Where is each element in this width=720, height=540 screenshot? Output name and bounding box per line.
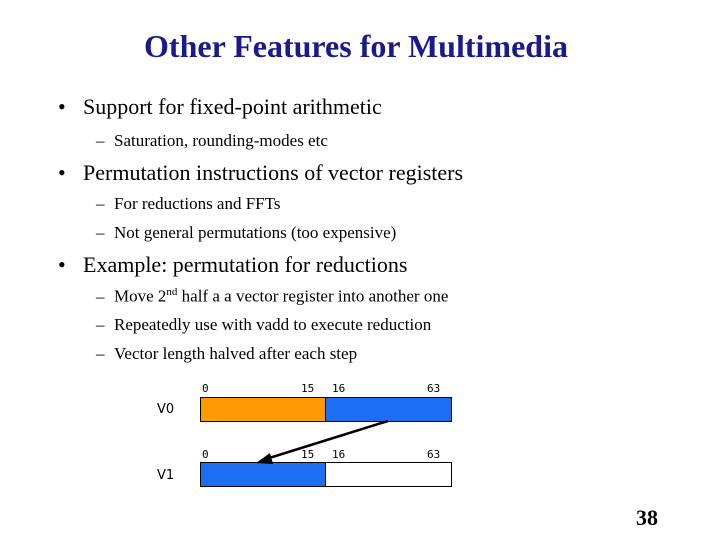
- bullet-glyph: •: [58, 160, 66, 185]
- v0-label: V0: [157, 402, 175, 417]
- sub-bullet-text-post: half a a vector register into another one: [177, 286, 449, 306]
- bullet-1-text: Support for fixed-point arithmetic: [83, 94, 382, 119]
- v1-label: V1: [157, 468, 175, 483]
- dash-glyph: –: [96, 344, 105, 363]
- v1-index-0: 0: [202, 448, 209, 461]
- v0-index-16: 16: [332, 382, 346, 395]
- sub-bullet-text: For reductions and FFTs: [114, 194, 281, 213]
- dash-glyph: –: [96, 194, 105, 213]
- sub-bullet-text: Vector length halved after each step: [114, 344, 358, 363]
- bullet-3-text: Example: permutation for reductions: [83, 252, 408, 277]
- page-number: 38: [636, 505, 658, 530]
- arrow-line: [266, 421, 388, 459]
- bullet-glyph: •: [58, 94, 66, 119]
- sub-bullet-text: Saturation, rounding-modes etc: [114, 131, 328, 150]
- superscript-nd: nd: [166, 286, 178, 298]
- sub-bullet-text-pre: Move 2: [114, 286, 167, 306]
- v0-index-0: 0: [202, 382, 209, 395]
- bullet-2-text: Permutation instructions of vector registers: [83, 160, 464, 185]
- bullet-glyph: •: [58, 252, 66, 277]
- arrow-head-icon: [256, 453, 273, 464]
- dash-glyph: –: [96, 223, 105, 242]
- sub-bullet-text: Not general permutations (too expensive): [114, 223, 397, 242]
- v1-index-15: 15: [301, 448, 315, 461]
- slide-title: Other Features for Multimedia: [144, 28, 568, 64]
- v0-index-63: 63: [427, 382, 441, 395]
- v1-index-63: 63: [427, 448, 441, 461]
- dash-glyph: –: [96, 131, 105, 150]
- sub-bullet-text: Repeatedly use with vadd to execute reduction: [114, 315, 432, 334]
- dash-glyph: –: [96, 315, 105, 334]
- v1-index-16: 16: [332, 448, 346, 461]
- dash-glyph: –: [96, 286, 105, 306]
- v0-index-15: 15: [301, 382, 315, 395]
